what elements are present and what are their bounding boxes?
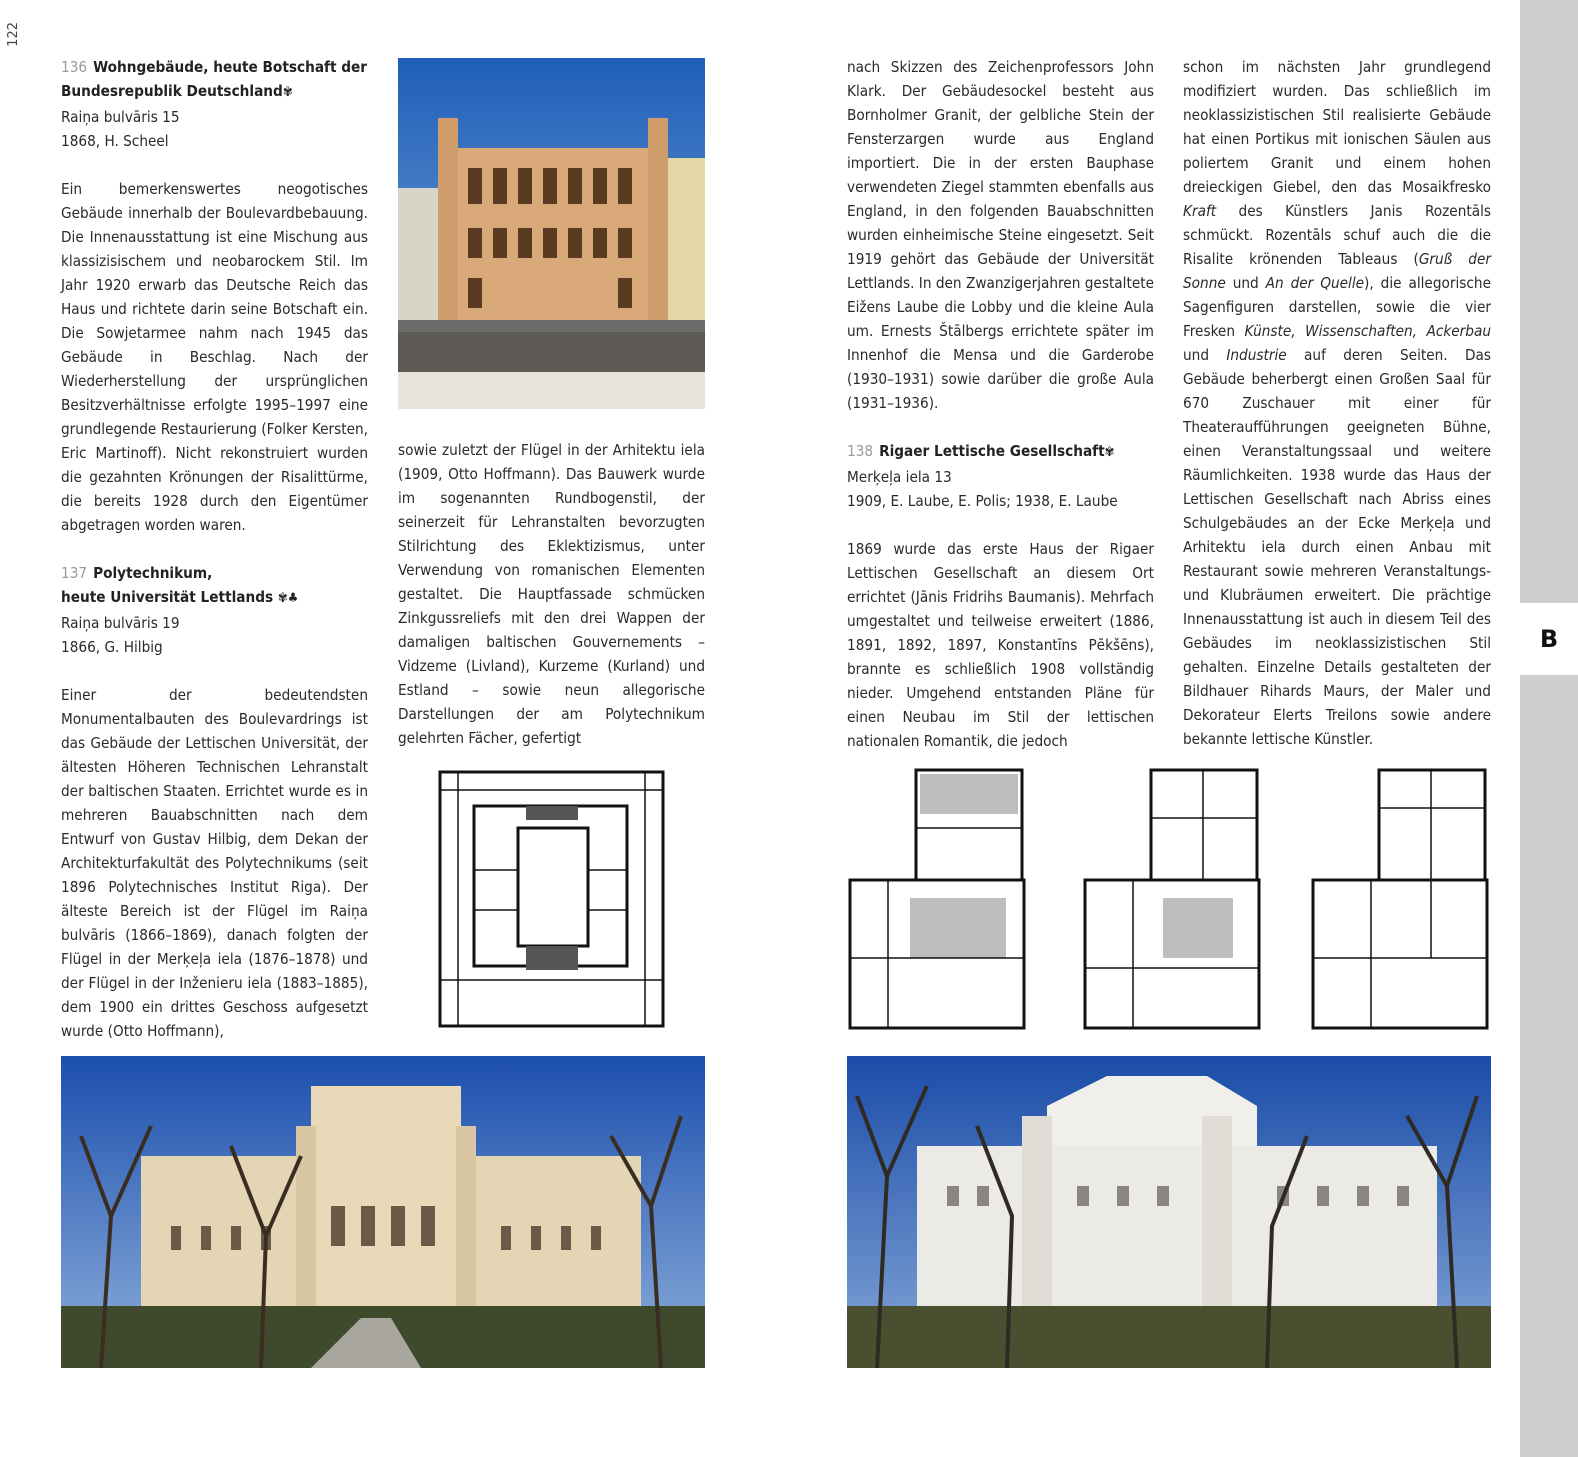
- column-2: [398, 438, 705, 750]
- section-sidebar: [1520, 0, 1578, 1457]
- university-photo-graphic: [61, 1056, 705, 1368]
- entry-136-year: 1868, H. Scheel: [61, 132, 169, 150]
- society-floor-plan-2-graphic: [1083, 768, 1261, 1030]
- entry-138-address: Merķeļa iela 13: [847, 468, 952, 486]
- entry-137-mark: ✾♣: [277, 591, 299, 606]
- entry-138-year: 1909, E. Laube, E. Polis; 1938, E. Laube: [847, 492, 1118, 510]
- society-photo-graphic: [847, 1056, 1491, 1368]
- text-col4-gruss: Gruß der Sonne: [1183, 250, 1492, 292]
- entry-136-text: Ein bemerkenswertes neogotisches Gebäude innerhalb der Boulevardbebauung. Die Innenausstattung ist eine Mischung aus klassizisischem und neobarockem Stil. Im Jahr 1920 erwarb das Deutsche Reich das Haus und richtete darin seine Botschaft ein. Die Sowjetarmee nahm nach 1945 das Gebäude in Beschlag. Nach der Wiederherstellung der ursprünglichen Besitzverhältnisse erfolgte 1995–1997 eine grundlegende Restaurierung (Folker Kersten, Eric Martinoff). Nicht rekonstruiert wurden die gezahnten Krönungen der Risalittürme, die bereits 1928 durch den Eigentümer abgetragen worden waren.: [61, 180, 368, 534]
- section-tab[interactable]: B: [1520, 603, 1578, 675]
- entry-136-address: Raiņa bulvāris 15: [61, 108, 180, 126]
- society-photo: [847, 1056, 1491, 1368]
- entry-137-title-1: Polytechnikum,: [93, 564, 213, 582]
- entry-136-heading: [61, 55, 368, 105]
- society-floor-plan-2: [1083, 768, 1261, 1030]
- entry-136-mark: ✾: [282, 85, 293, 100]
- entry-137-text-col2: sowie zuletzt der Flügel in der Arhitektu iela (1909, Otto Hoffmann). Das Bauwerk wurde im sogenannten Rundbogenstil, der seinerzeit für Lehranstalten bevorzugten Stilrichtung des Eklektizismus, unter Verwendung von romanischen Elementen gestaltet. Die Hauptfassade schmücken Zinkgussreliefs mit den drei Wappen der damaligen baltischen Gouvernements – Vidzeme (Livland), Kurzeme (Kurland) und Estland – sowie neun allegorische Darstellungen der am Polytechnikum gelehrten Fächer, gefertigt: [398, 441, 705, 747]
- entry-138-text-col4: [1183, 55, 1491, 751]
- text-col4-kuenste: Künste, Wissenschaften, Ackerbau: [1244, 322, 1491, 340]
- text-col4-part-b: des Künstlers Janis Rozentāls schmückt. Rozentāls schuf auch die die Risalite krönenden Tableaus (: [1183, 202, 1491, 268]
- embassy-photo-graphic: [398, 58, 705, 409]
- society-floor-plan-3-graphic: [1311, 768, 1489, 1030]
- text-col4-part-f: auf deren Seiten. Das Gebäude beherbergt einen Großen Saal für 670 Zuschauer mit einer für Theateraufführungen geeigneten Bühne, einen Veranstaltungssaal und weitere Räumlichkeiten. 1938 wurde das Haus der Lettischen Gesellschaft nach Abriss eines Schulgebäudes an der Ecke Merķeļa und Arhitektu iela durch einen Anbau mit Restaurant sowie mehreren Veranstaltungs- und Klubräumen erweitert. Die prächtige Innenausstattung ist auch in diesem Teil des Gebäudes im neoklassizistischen Stil gehalten. Einzelne Details gestalteten der Bildhauer Rihards Maurs, der Maler und Dekorateur Elerts Treilons sowie andere bekannte lettische Künstler.: [1183, 346, 1492, 748]
- text-col4-kraft: Kraft: [1183, 202, 1217, 220]
- entry-137-year: 1866, G. Hilbig: [61, 638, 163, 656]
- entry-137-heading: [61, 561, 368, 611]
- entry-137-title-2: heute Universität Lettlands: [61, 588, 274, 606]
- entry-137-address: Raiņa bulvāris 19: [61, 614, 180, 632]
- entry-137-text-col1: Einer der bedeutendsten Monumentalbauten des Boulevardrings ist das Gebäude der Lettischen Universität, der ältesten Höheren Technischen Lehranstalt der baltischen Staaten. Errichtet wurde es in mehreren Bauabschnitten nach dem Entwurf von Gustav Hilbig, dem Dekan der Architekturfakultät des Polytechnikums (seit 1896 Polytechnisches Institut Riga). Der älteste Bereich ist der Flügel im Raiņa bulvāris (1866–1869), danach folgten der Flügel in der Merķeļa iela (1876–1878) und der Flügel in der Inženieru iela (1883–1885), dem 1900 ein drittes Geschoss aufgesetzt wurde (Otto Hoffmann),: [61, 686, 368, 1040]
- entry-138-mark: ✾: [1104, 445, 1115, 460]
- society-floor-plan-1-graphic: [848, 768, 1026, 1030]
- column-1: [61, 55, 368, 1043]
- text-col4-part-a: schon im nächsten Jahr grundlegend modifiziert wurden. Das schließlich im neoklassizistischen Stil realisierte Gebäude hat einen Portikus mit ionischen Säulen aus poliertem Granit und einem hohen dreieckigen Giebel, den das Mosaikfresko: [1183, 58, 1491, 196]
- text-col4-part-e: und: [1183, 346, 1227, 364]
- entry-138-number: 138: [847, 442, 874, 460]
- society-floor-plan-3: [1311, 768, 1489, 1030]
- society-floor-plan-1: [848, 768, 1026, 1030]
- university-photo: [61, 1056, 705, 1368]
- text-col4-part-d: ), die allegorische Sagenfiguren darstellen, sowie die vier Fresken: [1183, 274, 1491, 340]
- text-col4-part-c: und: [1225, 274, 1266, 292]
- entry-138-title: Rigaer Lettische Gesellschaft: [879, 442, 1105, 460]
- text-col4-quelle: An der Quelle: [1265, 274, 1365, 292]
- column-3: [847, 55, 1154, 753]
- polytechnic-floor-plan: [438, 770, 665, 1028]
- entry-137-number: 137: [61, 564, 88, 582]
- embassy-photo: [398, 58, 705, 409]
- column-4: [1183, 55, 1491, 751]
- page-number-left: 122: [6, 22, 21, 47]
- entry-138-text-col3: 1869 wurde das erste Haus der Rigaer Lettischen Gesellschaft an diesem Ort errichtet (Jānis Fridrihs Baumanis). Mehrfach umgestaltet und teilweise erweitert (1886, 1891, 1892, 1897, Konstantīns Pēkšēns), brannte es schließlich 1908 vollständig nieder. Umgehend entstanden Pläne für einen Neubau im Stil der lettischen nationalen Romantik, die jedoch: [847, 540, 1154, 750]
- entry-136-title-2: Bundesrepublik Deutschland: [61, 82, 283, 100]
- entry-138-heading: [847, 439, 1154, 465]
- entry-136-number: 136: [61, 58, 88, 76]
- entry-137-text-col3: nach Skizzen des Zeichenprofessors John Klark. Der Gebäudesockel besteht aus Bornholmer Granit, der gelbliche Stein der Fensterzargen wurde aus England importiert. Die in der ersten Bauphase verwendeten Ziegel stammten ebenfalls aus England, in den folgenden Bauabschnitten wurden einheimische Steine eingesetzt. Seit 1919 gehört das Gebäude der Universität Lettlands. In den Zwanzigerjahren gestaltete Eižens Laube die Lobby und die kleine Aula um. Ernests Štālbergs errichtete später im Innenhof die Mensa und die Garderobe (1930–1931) sowie darüber die große Aula (1931–1936).: [847, 58, 1154, 412]
- text-col4-industrie: Industrie: [1226, 346, 1287, 364]
- polytechnic-floor-plan-graphic: [438, 770, 665, 1028]
- entry-136-title-1: Wohngebäude, heute Botschaft der: [93, 58, 368, 76]
